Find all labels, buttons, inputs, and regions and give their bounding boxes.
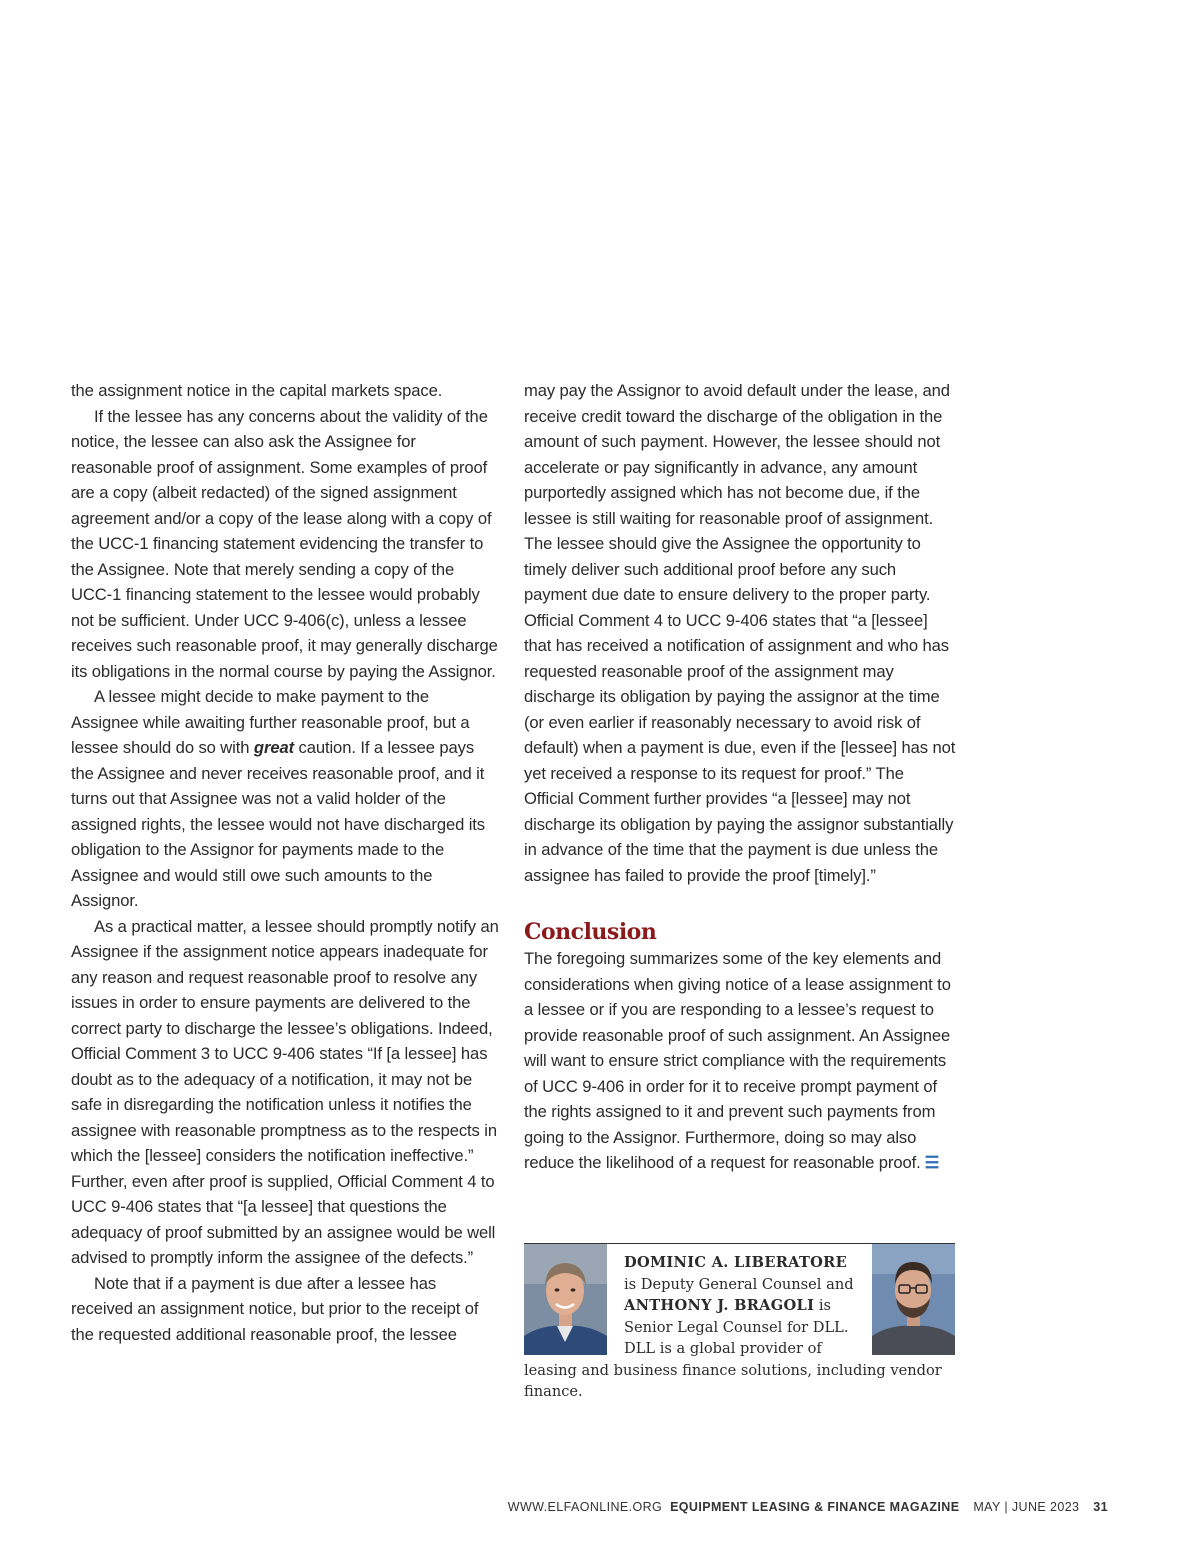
body-paragraph: may pay the Assignor to avoid default under the lease, and receive credit toward the discharge of the obligation in the amount of such payment. However, the lessee should not accelerate or pay significantly in advance, any amount purportedly assigned which has not become due, if the lessee is still waiting for reasonable proof of assignment. The lessee should give the Assignee the opportunity to timely deliver such additional proof before any such payment due date to ensure delivery to the proper party. Official Comment 4 to UCC 9-406 states that “a [lessee] that has received a notification of assignment and who has requested reasonable proof of the assignment may discharge its obligation by paying the assignor at the time (or even earlier if reasonably necessary to avoid risk of default) when a payment is due, even if the [lessee] has not yet received a response to its request for proof.” The Official Comment further provides “a [lessee] may not discharge its obligation by paying the assignor substantially in advance of the time that the payment is due unless the assignee has failed to provide the proof [timely].” — [524, 381, 956, 885]
paragraph-text: A lessee might decide to make payment to the Assignee while awaiting further reasonable proof, but a lessee should do so with — [71, 687, 470, 757]
author-photo-liberatore — [524, 1244, 607, 1355]
body-paragraph: the assignment notice in the capital markets space. — [71, 381, 443, 400]
body-paragraph: As a practical matter, a lessee should promptly notify an Assignee if the assignment notice appears inadequate for any reason and request reasonable proof to resolve any issues in order to ensure payments are delivered to the correct party to discharge the lessee’s obligations. Indeed, Official Comment 3 to UCC 9-406 states “If [a lessee] has doubt as to the adequacy of a notification, it may not be safe in disregarding the notification unless it notifies the assignee with reasonable promptness as to the respects in which the [lessee] considers the notification ineffective.” Further, even after proof is supplied, Official Comment 4 to UCC 9-406 states that “[a lessee] that questions the adequacy of proof submitted by an assignee would be well advised to promptly inform the assignee of the defects.” — [71, 916, 499, 1267]
end-of-article-icon: ☰ — [924, 1153, 940, 1172]
page-number: 31 — [1093, 1500, 1108, 1514]
page-footer — [508, 1500, 1108, 1514]
footer-url: WWW.ELFAONLINE.ORG — [507, 1500, 663, 1514]
paragraph-text: The foregoing summarizes some of the key elements and considerations when giving notice of a lease assignment to a lessee or if you are responding to a lessee’s request to provide reasonable proof of such assignment. An Assignee will want to ensure strict compliance with the requirements of UCC 9-406 in order for it to receive prompt payment of the rights assigned to it and prevent such payments from going to the Assignor. Furthermore, doing so may also reduce the likelihood of a request for reasonable proof. — [524, 949, 951, 1172]
body-paragraph — [524, 946, 956, 1176]
author-name: DOMINIC A. LIBERATORE — [624, 1254, 848, 1271]
footer-issue: MAY | JUNE 2023 — [973, 1500, 1080, 1514]
left-column — [71, 378, 499, 1347]
body-paragraph: If the lessee has any concerns about the validity of the notice, the lessee can also ask the Assignee for reasonable proof of assignment. Some examples of proof are a copy (albeit redacted) of the signed assignment agreement and/or a copy of the lease along with a copy of the UCC-1 financing statement evidencing the transfer to the Assignee. Note that merely sending a copy of the UCC-1 financing statement to the lessee would probably not be sufficient. Under UCC 9-406(c), unless a lessee receives such reasonable proof, it may generally discharge its obligations in the normal course by paying the Assignor. — [71, 406, 498, 681]
emphasis-text: great — [253, 738, 294, 757]
bio-sentence: is Deputy General Counsel and — [624, 1275, 854, 1293]
right-column — [524, 378, 956, 1176]
body-paragraph — [71, 684, 499, 914]
author-photo-bragoli — [872, 1244, 955, 1355]
footer-magazine-title: EQUIPMENT LEASING & FINANCE MAGAZINE — [670, 1500, 960, 1514]
author-name: ANTHONY J. BRAGOLI — [624, 1297, 815, 1314]
author-bio — [524, 1243, 955, 1403]
body-paragraph: Note that if a payment is due after a lessee has received an assignment notice, but prior to the receipt of the requested additional reasonable proof, the lessee — [71, 1273, 479, 1344]
section-heading: Conclusion — [524, 919, 657, 945]
paragraph-text: caution. If a lessee pays the Assignee and never receives reasonable proof, and it turns out that Assignee was not a valid holder of the assigned rights, the lessee would not have discharged its obligation to the Assignor for payments made to the Assignee and would still owe such amounts to the Assignor. — [71, 738, 486, 910]
bio-sentence: is Senior Legal Counsel for DLL. DLL is a global provider of leasing and business finance solutions, including vendor finance. — [524, 1297, 942, 1400]
